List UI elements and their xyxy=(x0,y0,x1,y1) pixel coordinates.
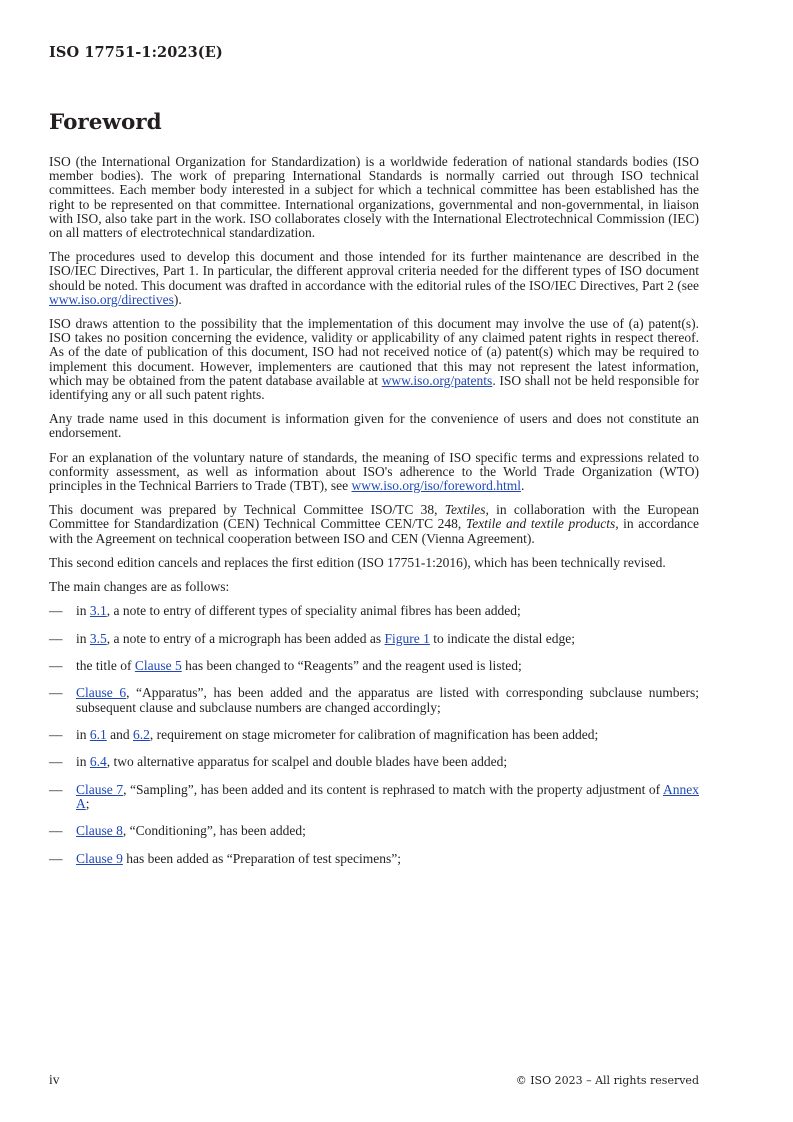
document-page xyxy=(49,0,699,1122)
dash-bullet: — xyxy=(49,685,63,701)
ref-link-6-2[interactable]: 6.2 xyxy=(133,727,150,743)
ref-link-annex-a[interactable]: Annex A xyxy=(76,781,699,812)
ref-link-clause-6[interactable]: Clause 6 xyxy=(76,685,127,701)
ref-link-clause-9[interactable]: Clause 9 xyxy=(76,850,123,866)
dash-bullet: — xyxy=(49,823,63,839)
paragraph-edition: This second edition cancels and replaces the first edition (ISO 17751-1:2016), which has been technically revised. xyxy=(49,554,666,570)
list-item: — Clause 6, “Apparatus”, has been added and the apparatus are listed with corresponding subclause numbers; subsequent clause and subclause numbers are changed accordingly; xyxy=(49,685,699,715)
document-identifier: ISO 17751-1:2023(E) xyxy=(49,44,223,61)
dash-bullet: — xyxy=(49,754,63,770)
patents-link[interactable]: www.iso.org/patents xyxy=(381,372,493,388)
dash-bullet: — xyxy=(49,603,63,619)
ref-link-3-5[interactable]: 3.5 xyxy=(89,630,107,646)
list-item: — Clause 7, “Sampling”, has been added and its content is rephrased to match with the property adjustment of Annex A; xyxy=(49,781,699,812)
foreword-link[interactable]: www.iso.org/iso/foreword.html xyxy=(351,478,521,494)
paragraph-voluntary-nature: For an explanation of the voluntary nature of standards, the meaning of ISO specific terms and expressions related to conformity assessment, as well as information about ISO's adherence to the World Trade Organization (WTO) principles in the Technical Barriers to Trade (TBT), see www.iso.org/iso/foreword.html. xyxy=(49,449,699,494)
paragraph-patents: ISO draws attention to the possibility that the implementation of this document may involve the use of (a) patent(s). ISO takes no position concerning the evidence, validity or applicability of any claimed patent rights in respect thereof. As of the date of publication of this document, ISO had not received notice of (a) patent(s) which may be required to implement this document. However, implementers are cautioned that this may not represent the latest information, which may be obtained from the patent database available at www.iso.org/patents. ISO shall not be held responsible for identifying any or all such patent rights. xyxy=(49,316,699,403)
dash-bullet: — xyxy=(49,630,63,646)
paragraph-iso-overview: ISO (the International Organization for Standardization) is a worldwide federation of national standards bodies (ISO member bodies). The work of preparing International Standards is normally carried out through ISO technical committees. Each member body interested in a subject for which a technical committee has been established has the right to be represented on that committee. International organizations, governmental and non-governmental, in liaison with ISO, also take part in the work. ISO collaborates closely with the International Electrotechnical Commission (IEC) on all matters of electrotechnical standardization. xyxy=(49,154,699,241)
section-heading: Foreword xyxy=(49,110,162,135)
copyright-notice: © ISO 2023 – All rights reserved xyxy=(515,1074,699,1087)
dash-bullet: — xyxy=(49,850,63,866)
ref-link-3-1[interactable]: 3.1 xyxy=(89,603,107,619)
list-item: — the title of Clause 5 has been changed to “Reagents” and the reagent used is listed; xyxy=(49,658,522,674)
ref-link-clause-5[interactable]: Clause 5 xyxy=(134,658,182,674)
dash-bullet: — xyxy=(49,658,63,674)
list-item: — Clause 9 has been added as “Preparation of test specimens”; xyxy=(49,850,402,866)
paragraph-procedures: The procedures used to develop this document and those intended for its further maintenance are described in the ISO/IEC Directives, Part 1. In particular, the different approval criteria needed for the different types of ISO document should be noted. This document was drafted in accordance with the editorial rules of the ISO/IEC Directives, Part 2 (see www.iso.org/directives). xyxy=(49,249,699,307)
list-item: — in 6.4, two alternative apparatus for scalpel and double blades have been added; xyxy=(49,754,508,770)
ref-link-6-4[interactable]: 6.4 xyxy=(89,754,107,770)
ref-link-6-1[interactable]: 6.1 xyxy=(89,727,107,743)
page-number: iv xyxy=(49,1072,60,1087)
dash-bullet: — xyxy=(49,727,63,743)
changes-list xyxy=(49,604,699,866)
list-item: — in 6.1 and 6.2, requirement on stage micrometer for calibration of magnification has been added; xyxy=(49,727,599,743)
ref-link-clause-8[interactable]: Clause 8 xyxy=(76,823,123,839)
paragraph-changes-intro: The main changes are as follows: xyxy=(49,579,230,595)
list-item: — in 3.1, a note to entry of different types of speciality animal fibres has been added; xyxy=(49,603,521,619)
ref-link-clause-7[interactable]: Clause 7 xyxy=(76,781,124,797)
paragraph-prepared-by: This document was prepared by Technical Committee ISO/TC 38, Textiles, in collaboration with the European Committee for Standardization (CEN) Technical Committee CEN/TC 248, Textile and textile products, in accordance with the Agreement on technical cooperation between ISO and CEN (Vienna Agreement). xyxy=(49,502,699,546)
ref-link-figure-1[interactable]: Figure 1 xyxy=(384,630,430,646)
dash-bullet: — xyxy=(49,781,63,797)
foreword-body xyxy=(49,155,699,879)
list-item: — in 3.5, a note to entry of a micrograph has been added as Figure 1 to indicate the distal edge; xyxy=(49,630,576,646)
directives-link[interactable]: www.iso.org/directives xyxy=(49,291,174,307)
list-item: — Clause 8, “Conditioning”, has been added; xyxy=(49,823,306,839)
paragraph-trade-name: Any trade name used in this document is information given for the convenience of users and does not constitute an endorsement. xyxy=(49,411,699,441)
